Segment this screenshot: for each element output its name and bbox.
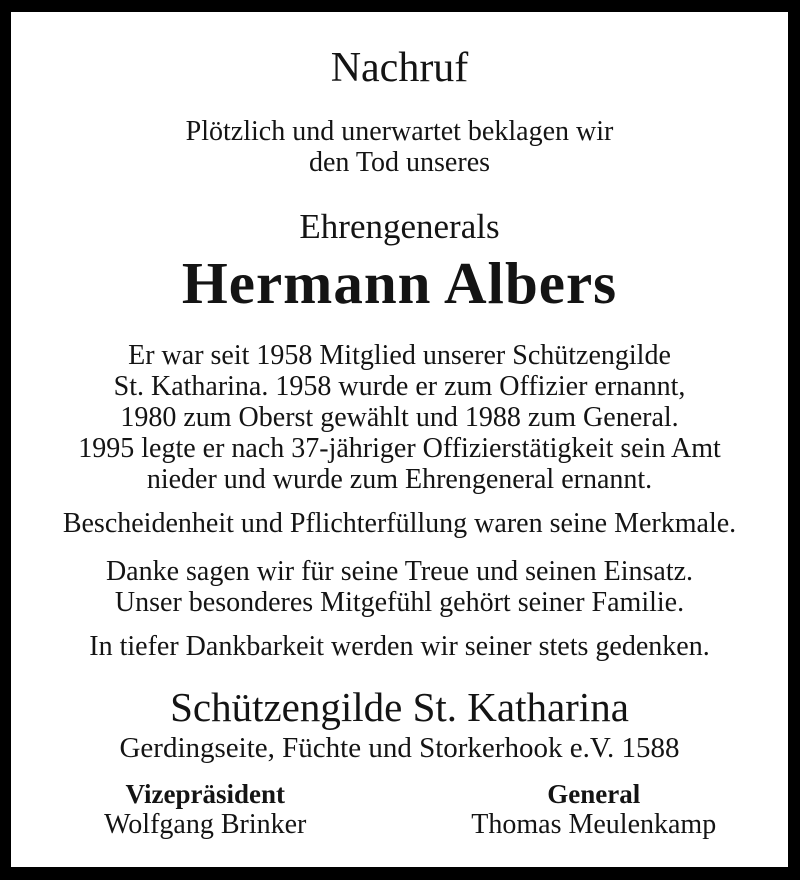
biography-line: 1980 zum Oberst gewählt und 1988 zum General.: [120, 402, 679, 433]
signature-role: Vizepräsident: [125, 779, 285, 809]
deceased-name: Hermann Albers: [181, 250, 618, 316]
organization-subtitle: Gerdingseite, Füchte und Storkerhook e.V. 1588: [119, 732, 680, 764]
intro-paragraph: [11, 116, 788, 178]
honorific-title: Ehrengenerals: [299, 207, 500, 246]
biography-line: Er war seit 1958 Mitglied unserer Schützengilde: [128, 340, 671, 371]
thanks-line: Danke sagen wir für seine Treue und seinen Einsatz.: [105, 556, 694, 587]
biography-line: nieder und wurde zum Ehrengeneral ernannt.: [146, 464, 653, 495]
signature-block: [11, 779, 788, 840]
remembrance-line: In tiefer Dankbarkeit werden wir seiner stets gedenken.: [89, 631, 710, 662]
biography-line: 1995 legte er nach 37-jähriger Offizierstätigkeit sein Amt: [78, 433, 721, 464]
thanks-line: Unser besonderes Mitgefühl gehört seiner Familie.: [114, 587, 685, 618]
signature-left: [11, 779, 400, 840]
signature-right: [400, 779, 789, 840]
intro-line: Plötzlich und unerwartet beklagen wir: [185, 116, 614, 147]
signature-role: General: [547, 779, 641, 809]
intro-line: den Tod unseres: [308, 147, 491, 178]
notice-title: Nachruf: [330, 45, 469, 91]
signature-name: Thomas Meulenkamp: [471, 809, 717, 840]
signature-name: Wolfgang Brinker: [104, 809, 307, 840]
thanks-paragraph: [11, 556, 788, 618]
biography-paragraph: [11, 340, 788, 495]
biography-line: St. Katharina. 1958 wurde er zum Offizier ernannt,: [113, 371, 686, 402]
organization-name: Schützengilde St. Katharina: [170, 684, 629, 730]
tribute-line: Bescheidenheit und Pflichterfüllung waren seine Merkmale.: [62, 508, 737, 539]
